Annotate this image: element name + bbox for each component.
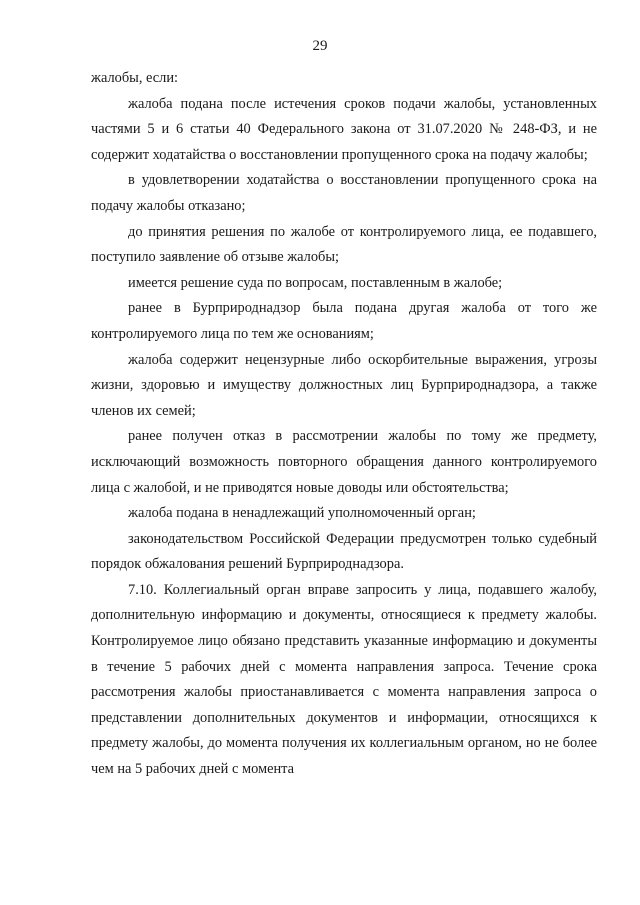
page-number: 29	[312, 38, 328, 54]
list-item-court-decision: имеется решение суда по вопросам, поставленным в жалобе;	[128, 274, 503, 291]
list-item-restoration-denied: в удовлетворении ходатайства о восстановлении пропущенного срока на подачу жалобы отказано;	[91, 172, 597, 214]
section-7-10-paragraph: 7.10. Коллегиальный орган вправе запросить у лица, подавшего жалобу, дополнительную информацию и документы, относящиеся к предмету жалобы. Контролируемое лицо обязано представить указанные информацию и документы в течение 5 рабочих дней с момента направления запроса. Течение срока рассмотрения жалобы приостанавливается с момента направления запроса о представлении дополнительных документов и информации, относящихся к предмету жалобы, до момента получения их коллегиальным органом, но не более чем на 5 рабочих дней с момента	[91, 581, 597, 778]
list-item-duplicate-complaint: ранее в Бурприроднадзор была подана другая жалоба от того же контролируемого лица по тем же основаниям;	[91, 300, 597, 342]
list-item-offensive-language: жалоба содержит нецензурные либо оскорбительные выражения, угрозы жизни, здоровью и имуществу должностных лиц Бурприроднадзора, а также членов их семей;	[91, 351, 597, 419]
list-item-complaint-withdrawn: до принятия решения по жалобе от контролируемого лица, ее подавшего, поступило заявление об отзыве жалобы;	[91, 223, 597, 266]
list-item-wrong-authority: жалоба подана в ненадлежащий уполномоченный орган;	[128, 505, 476, 522]
list-item-deadline-expired: жалоба подана после истечения сроков подачи жалобы, установленных частями 5 и 6 статьи 40 Федерального закона от 31.07.2020 № 248-ФЗ, и не содержит ходатайства о восстановлении пропущенного срока на подачу жалобы;	[91, 95, 597, 163]
document-body	[91, 66, 597, 783]
list-item-judicial-only: законодательством Российской Федерации предусмотрен только судебный порядок обжалования решений Бурприроднадзора.	[91, 530, 597, 573]
paragraph-continuation: жалобы, если:	[91, 70, 179, 86]
list-item-previous-refusal: ранее получен отказ в рассмотрении жалобы по тому же предмету, исключающий возможность повторного обращения данного контролируемого лица с жалобой, и не приводятся новые доводы или обстоятельства;	[91, 428, 597, 496]
